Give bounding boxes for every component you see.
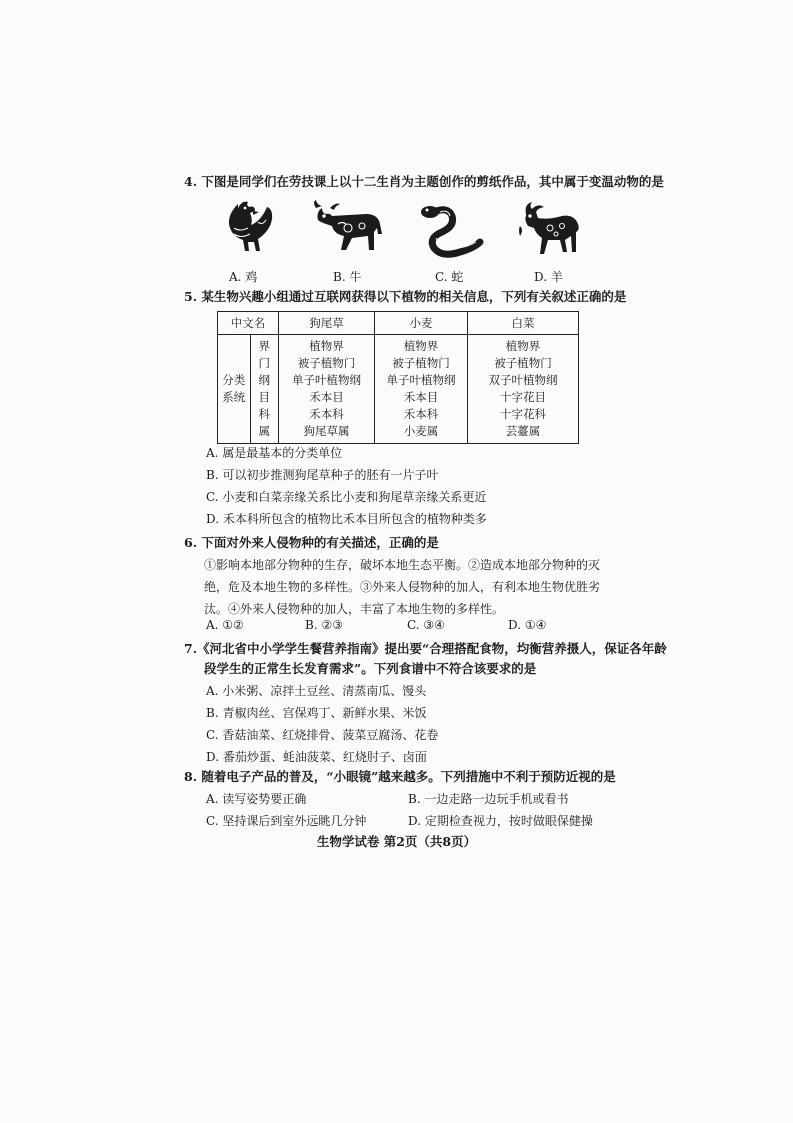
- q4-option-c: C. 蛇: [435, 270, 464, 284]
- ox-papercut-icon: [310, 198, 388, 260]
- q8-option-c: C. 坚持课后到室外远眺几分钟: [206, 814, 367, 828]
- q5-option-b: B. 可以初步推测狗尾草种子的胚有一片子叶: [206, 468, 439, 482]
- question-4-stem: 4. 下图是同学们在劳技课上以十二生肖为主题创作的剪纸作品，其中属于变温动物的是: [184, 174, 664, 189]
- q7-option-d: D. 番茄炒蛋、蚝油菠菜、红烧肘子、卤面: [206, 750, 427, 764]
- q7-option-b: B. 青椒肉丝、宫保鸡丁、新鲜水果、米饭: [206, 706, 427, 720]
- q6-statements: ①影响本地部分物种的生存，破坏本地生态平衡。②造成本地部分物种的灭绝，危及本地生物的多样性。③外来人侵物种的加人，有利本地生物优胜劣汰。④外来人侵物种的加人，丰富了本地生物的多样性。: [204, 558, 601, 616]
- question-8-stem: 8. 随着电子产品的普及，“小眼镜”越来越多。下列措施中不利于预防近视的是: [184, 769, 616, 784]
- q5-option-a: A. 属是最基本的分类单位: [206, 446, 343, 460]
- q5-option-c: C. 小麦和白菜亲缘关系比小麦和狗尾草亲缘关系更近: [206, 490, 487, 504]
- q8-option-d: D. 定期检查视力，按时做眼保健操: [408, 814, 593, 828]
- question-5-stem: 5. 某生物兴趣小组通过互联网获得以下植物的相关信息，下列有关叙述正确的是: [184, 289, 627, 304]
- table-header-col1: 狗尾草: [279, 312, 375, 335]
- table-header-col3: 白菜: [468, 312, 579, 335]
- rooster-papercut-icon: [208, 198, 280, 260]
- snake-papercut-icon: [418, 198, 490, 260]
- q4-option-a: A. 鸡: [229, 270, 258, 284]
- q4-option-b: B. 牛: [333, 270, 362, 284]
- table-rank-column: 界 门 纲 目 科 属: [250, 335, 278, 444]
- q6-option-d: D. ①④: [508, 618, 547, 632]
- table-column-wheat: 植物界 被子植物门 单子叶植物纲 禾本目 禾本科 小麦属: [375, 335, 468, 444]
- question-7-stem-line1: 7.《河北省中小学学生餐营养指南》提出要“合理搭配食物，均衡营养摄人，保证各年龄: [184, 641, 667, 656]
- page-footer: 生物学试卷 第2页（共8页）: [316, 834, 477, 849]
- plant-classification-table: [217, 311, 579, 444]
- q6-option-a: A. ①②: [206, 618, 244, 632]
- table-column-cabbage: 植物界 被子植物门 双子叶植物纲 十字花目 十字花科 芸薹属: [468, 335, 579, 444]
- q6-option-c: C. ③④: [407, 618, 445, 632]
- q8-option-b: B. 一边走路一边玩手机或看书: [408, 792, 569, 806]
- q7-option-a: A. 小米粥、凉拌土豆丝、清蒸南瓜、馒头: [206, 684, 427, 698]
- q7-option-c: C. 香菇油菜、红烧排骨、菠菜豆腐汤、花卷: [206, 728, 439, 742]
- table-header-name: 中文名: [218, 312, 279, 335]
- q5-option-d: D. 禾本科所包含的植物比禾本目所包含的植物种类多: [206, 512, 487, 526]
- question-7-stem-line2: 段学生的正常生长发育需求”。下列食谱中不符合该要求的是: [204, 661, 537, 676]
- q8-option-a: A. 读写姿势要正确: [206, 792, 307, 806]
- table-header-col2: 小麦: [375, 312, 468, 335]
- q6-option-b: B. ②③: [305, 618, 343, 632]
- question-6-stem: 6. 下面对外来人侵物种的有关描述，正确的是: [184, 535, 439, 550]
- table-column-foxtail: 植物界 被子植物门 单子叶植物纲 禾本目 禾本科 狗尾草属: [279, 335, 375, 444]
- q4-option-d: D. 羊: [534, 270, 563, 284]
- table-row-label: 分类系统: [218, 335, 251, 444]
- goat-papercut-icon: [516, 198, 582, 260]
